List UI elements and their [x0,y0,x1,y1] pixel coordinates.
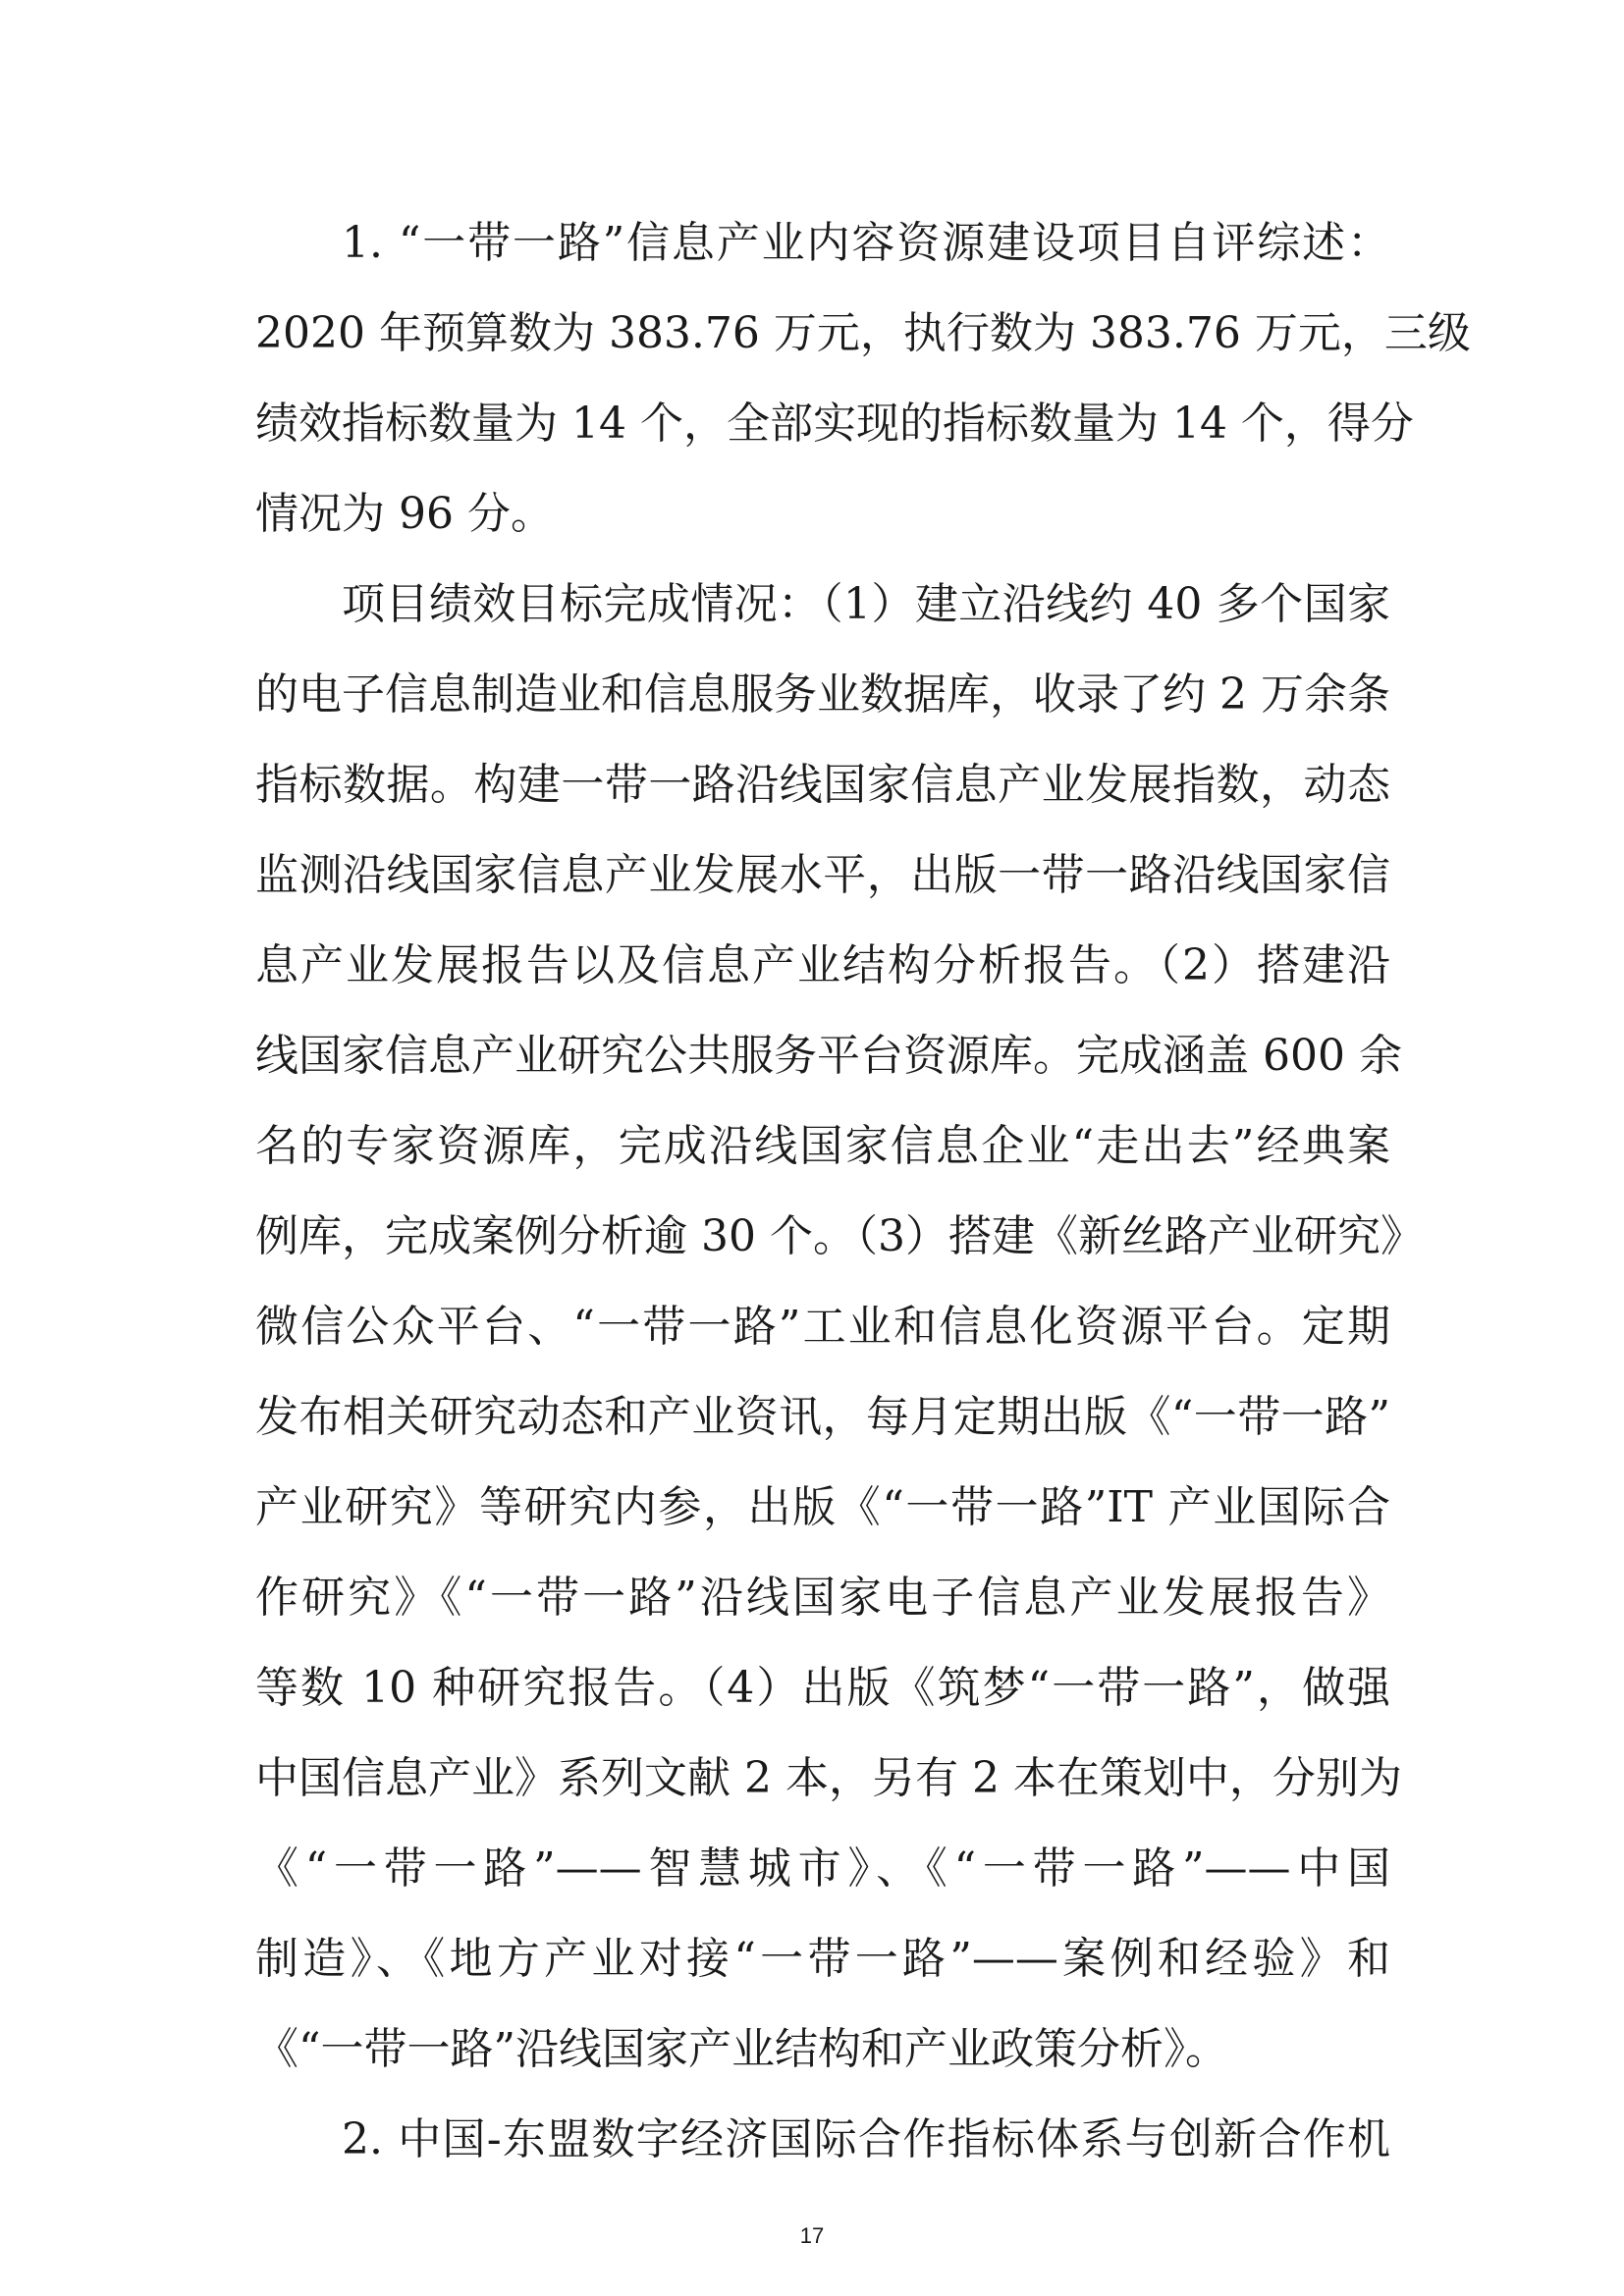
paragraph-1-line-1: 1. “一带一路”信息产业内容资源建设项目自评综述： [342,218,1390,268]
paragraph-2-line-7: 名的专家资源库，完成沿线国家信息企业“走出去”经典案 [255,1121,1390,1171]
paragraph-2-line-10: 发布相关研究动态和产业资讯，每月定期出版《“一带一路” [255,1392,1390,1442]
paragraph-3-line-1: 2. 中国-东盟数字经济国际合作指标体系与创新合作机 [342,2114,1390,2164]
page-number: 17 [799,2223,825,2248]
paragraph-2-line-15: 《“一带一路”——智慧城市》、《“一带一路”——中国 [255,1843,1390,1894]
paragraph-2-line-13: 等数 10 种研究报告。（4）出版《筑梦“一带一路”，做强 [255,1663,1390,1713]
paragraph-2-line-2: 的电子信息制造业和信息服务业数据库，收录了约 2 万余条 [255,669,1390,720]
paragraph-2-line-11: 产业研究》等研究内参，出版《“一带一路”IT 产业国际合 [255,1482,1390,1532]
paragraph-2-line-12: 作研究》《“一带一路”沿线国家电子信息产业发展报告》 [255,1573,1390,1623]
paragraph-2-line-3: 指标数据。构建一带一路沿线国家信息产业发展指数，动态 [255,760,1390,810]
paragraph-2-line-5: 息产业发展报告以及信息产业结构分析报告。（2）搭建沿 [255,940,1390,990]
paragraph-2-line-8: 例库，完成案例分析逾 30 个。（3）搭建《新丝路产业研究》 [255,1211,1424,1261]
paragraph-1-line-2: 2020 年预算数为 383.76 万元，执行数为 383.76 万元，三级 [255,308,1471,358]
paragraph-1-line-3: 绩效指标数量为 14 个，全部实现的指标数量为 14 个，得分 [255,399,1414,449]
paragraph-2-line-1: 项目绩效目标完成情况：（1）建立沿线约 40 多个国家 [342,579,1390,629]
paragraph-2-line-16: 制造》、《地方产业对接“一带一路”——案例和经验》和 [255,1934,1390,1984]
paragraph-2-line-9: 微信公众平台、“一带一路”工业和信息化资源平台。定期 [255,1302,1390,1352]
paragraph-2-line-17: 《“一带一路”沿线国家产业结构和产业政策分析》。 [255,2024,1228,2074]
paragraph-2-line-4: 监测沿线国家信息产业发展水平，出版一带一路沿线国家信 [255,850,1390,900]
paragraph-2-line-14: 中国信息产业》系列文献 2 本，另有 2 本在策划中，分别为 [255,1753,1402,1803]
paragraph-1-line-4: 情况为 96 分。 [255,489,554,539]
paragraph-2-line-6: 线国家信息产业研究公共服务平台资源库。完成涵盖 600 余 [255,1031,1402,1081]
